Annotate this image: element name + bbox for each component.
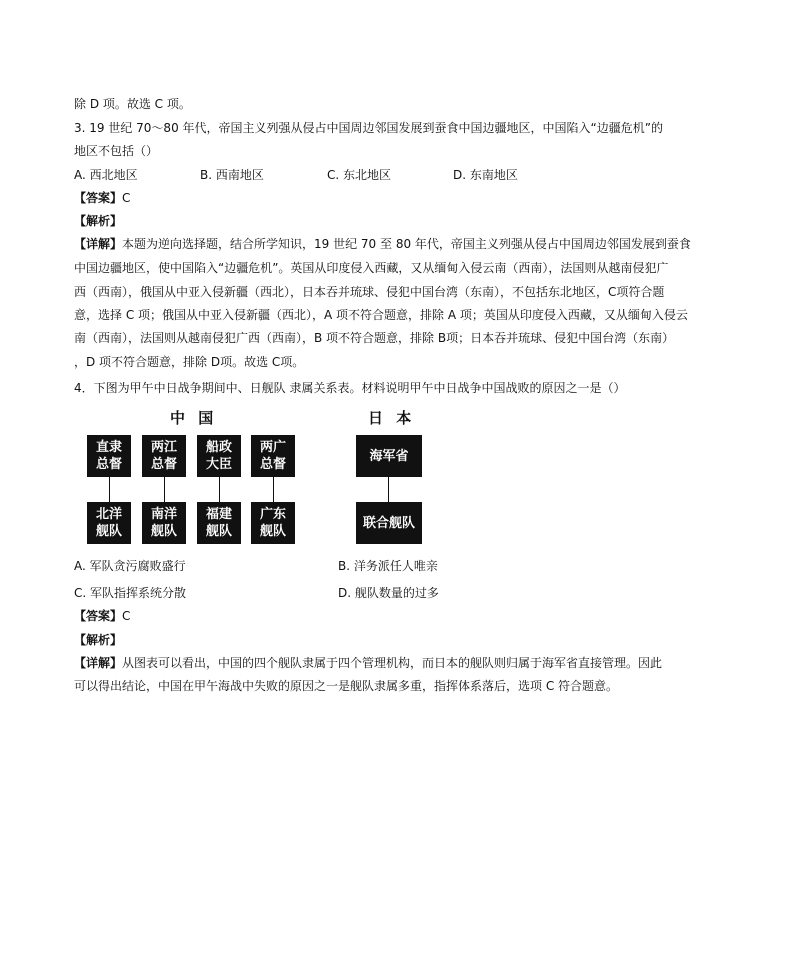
china-fleet-nanyang: 南洋 舰队 [142,502,186,544]
china-fleet-beiyang: 北洋 舰队 [87,502,131,544]
q3-detail-line3: 西（西南），俄国从中亚入侵新疆（西北），日本吞并琉球、侵犯中国台湾（东南），不包括东北地区，C项符合题 [74,285,665,299]
china-fleet-guangdong: 广东 舰队 [251,502,295,544]
q4-stem: 4．下图为甲午中日战争期间中、日舰队 隶属关系表。材料说明甲午中日战争中国战败的原因之一是（） [74,381,626,395]
q3-detail-line2: 中国边疆地区，使中国陷入“边疆危机”。英国从印度侵入西藏，又从缅甸入侵云南（西南），法国则从越南侵犯广 [74,261,669,275]
q4-option-d: D. 舰队数量的过多 [338,586,439,600]
q3-detail-text1: 本题为逆向选择题，结合所学知识，19 世纪 70 至 80 年代，帝国主义列强从侵占中国周边邻国发展到蚕食 [122,237,691,251]
connector-nanyang [164,477,165,502]
q3-detail-line6: ，D 项不符合题意，排除 D项。故选 C项。 [74,355,305,369]
q3-analysis-label: 【解析】 [74,214,123,228]
q3-answer-value: C [122,191,131,205]
q3-option-b: B. 西南地区 [200,168,264,182]
japan-title: 日 本 [368,409,416,427]
q4-option-a: A. 军队贪污腐败盛行 [74,559,186,573]
q4-detail-line2: 可以得出结论，中国在甲午海战中失败的原因之一是舰队隶属多重，指挥体系落后，选项 C 符合题意。 [74,679,619,693]
china-authority-liangjiang: 两江 总督 [142,435,186,477]
q4-option-b: B. 洋务派任人唯亲 [338,559,438,573]
q4-answer [74,608,130,624]
q4-detail-line1 [74,655,662,671]
q3-answer-label: 【答案】 [74,191,123,205]
q4-analysis-label: 【解析】 [74,633,123,647]
q3-stem-line1: 3. 19 世纪 70～80 年代，帝国主义列强从侵占中国周边邻国发展到蚕食中国边疆地区，中国陷入“边疆危机”的 [74,121,663,135]
q4-answer-value: C [122,609,131,623]
q3-option-d: D. 东南地区 [453,168,518,182]
china-authority-chuanzheng: 船政 大臣 [197,435,241,477]
q4-detail-label: 【详解】 [74,656,123,670]
china-authority-lianguang: 两广 总督 [251,435,295,477]
q4-option-c: C. 军队指挥系统分散 [74,586,187,600]
connector-japan [388,477,389,502]
q4-detail-text1: 从图表可以看出，中国的四个舰队隶属于四个管理机构，而日本的舰队则归属于海军省直接管理。因此 [122,656,663,670]
q3-detail-line1 [74,236,691,252]
q3-detail-line4: 意，选择 C 项；俄国从中亚入侵新疆（西北），A 项不符合题意，排除 A 项；英国从印度侵入西藏，又从缅甸入侵云 [74,308,688,322]
q3-stem-line2: 地区不包括（） [74,144,159,158]
q3-option-c: C. 东北地区 [327,168,392,182]
china-authority-zhili: 直隶 总督 [87,435,131,477]
china-fleet-fujian: 福建 舰队 [197,502,241,544]
connector-guangdong [273,477,274,502]
q3-option-a: A. 西北地区 [74,168,138,182]
connector-fujian [219,477,220,502]
q3-answer [74,190,130,206]
q3-detail-label: 【详解】 [74,237,123,251]
japan-navy-ministry: 海军省 [356,435,422,477]
japan-combined-fleet: 联合舰队 [356,502,422,544]
q2-tail: 除 D 项。故选 C 项。 [74,97,191,111]
china-title: 中 国 [170,409,218,427]
connector-beiyang [109,477,110,502]
q4-answer-label: 【答案】 [74,609,123,623]
q3-detail-line5: 南（西南），法国则从越南侵犯广西（西南），B 项不符合题意，排除 B项；日本吞并琉球、侵犯中国台湾（东南） [74,331,675,345]
